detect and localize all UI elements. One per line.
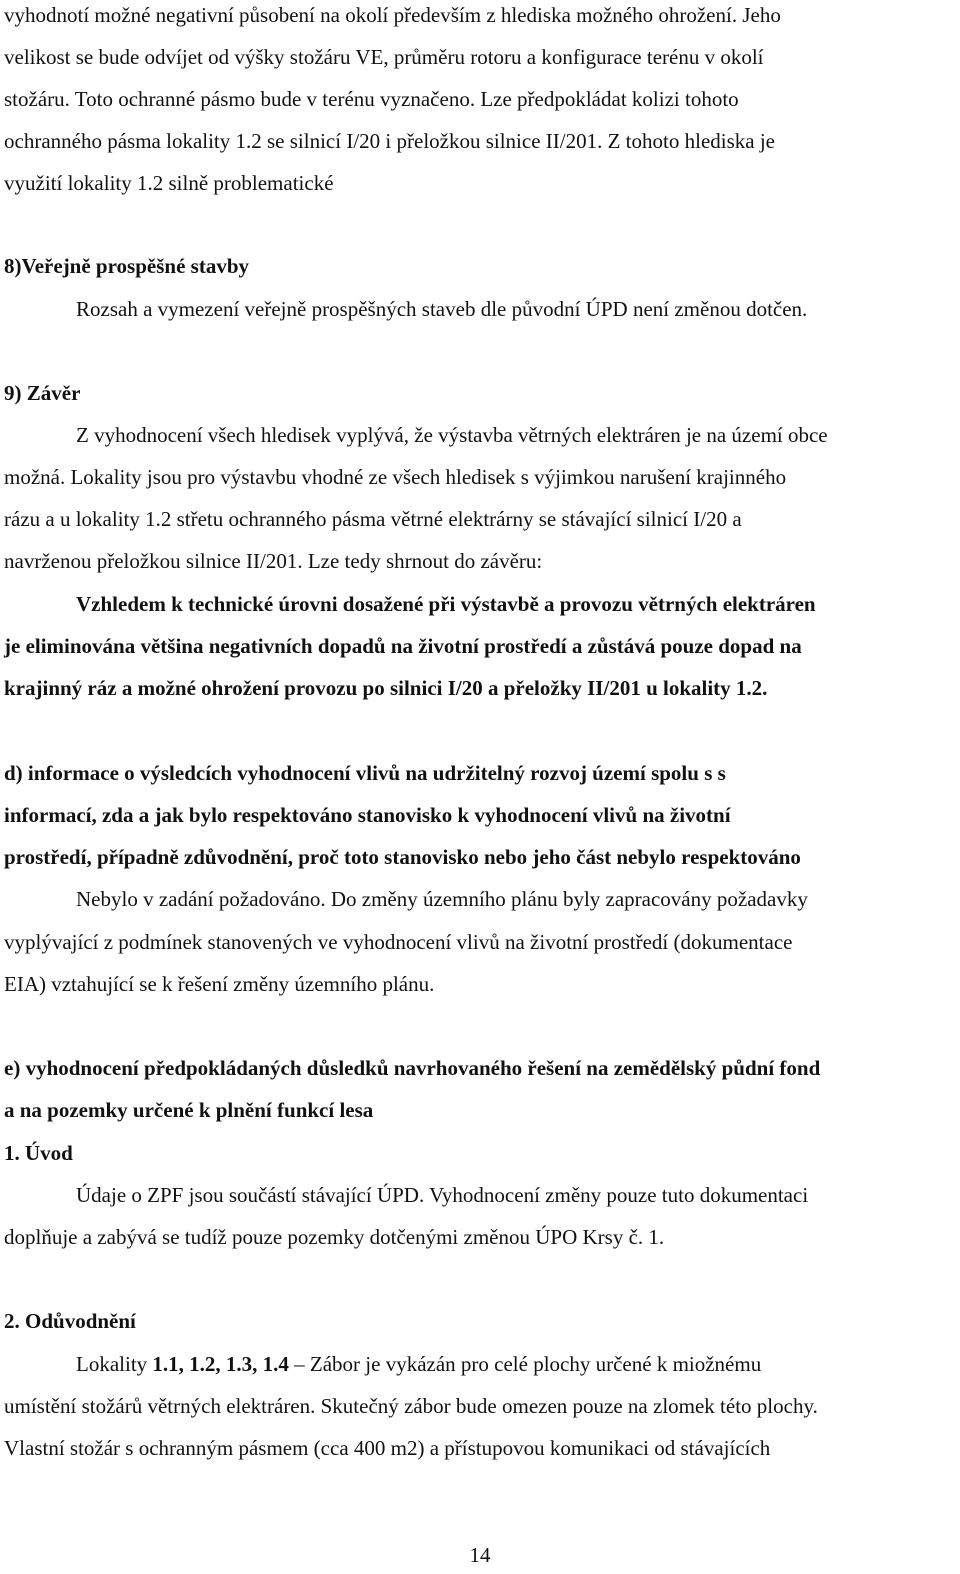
section-e-sub-2-line-1 [76, 1351, 761, 1377]
intro-line-5: využití lokality 1.2 silně problematické [4, 171, 334, 195]
section-9-line-4: navrženou přeložkou silnice II/201. Lze tedy shrnout do závěru: [4, 549, 543, 573]
section-e-heading-line-1: e) vyhodnocení předpokládaných důsledků navrhovaného řešení na zemědělský půdní fond [4, 1056, 821, 1080]
section-e-sub-2-heading: 2. Odůvodnění [4, 1309, 136, 1333]
section-9-conclusion-line-1: Vzhledem k technické úrovni dosažené při výstavbě a provozu větrných elektráren [76, 592, 816, 616]
section-9-heading: 9) Závěr [4, 381, 81, 405]
section-9-line-3: rázu a u lokality 1.2 střetu ochranného pásma větrné elektrárny se stávající silnicí I/20 a [4, 507, 742, 531]
section-d-line-1: Nebylo v zadání požadováno. Do změny územního plánu byly zapracovány požadavky [76, 887, 808, 911]
section-e-sub-1-line-1: Údaje o ZPF jsou součástí stávající ÚPD. Vyhodnocení změny pouze tuto dokumentaci [76, 1183, 809, 1207]
section-d-heading-line-3: prostředí, případně zdůvodnění, proč toto stanovisko nebo jeho část nebylo respektováno [4, 845, 801, 869]
section-d-heading-line-2: informací, zda a jak bylo respektováno stanovisko k vyhodnocení vlivů na životní [4, 803, 731, 827]
intro-line-3: stožáru. Toto ochranné pásmo bude v terénu vyznačeno. Lze předpokládat kolizi tohoto [4, 87, 739, 111]
section-d-line-3: EIA) vztahující se k řešení změny územního plánu. [4, 972, 435, 996]
page-number: 14 [469, 1543, 491, 1567]
lokality-rest: – Zábor je vykázán pro celé plochy určené k miožnému [288, 1352, 762, 1376]
section-d-heading-line-1: d) informace o výsledcích vyhodnocení vlivů na udržitelný rozvoj území spolu s s [4, 761, 726, 785]
section-9-conclusion-line-3: krajinný ráz a možné ohrožení provozu po silnici I/20 a přeložky II/201 u lokality 1.2. [4, 676, 768, 700]
section-8-heading: 8)Veřejně prospěšné stavby [4, 254, 249, 278]
section-e-sub-2-line-2: umístění stožárů větrných elektráren. Skutečný zábor bude omezen pouze na zlomek této plochy. [4, 1394, 818, 1418]
section-e-sub-1-line-2: doplňuje a zabývá se tudíž pouze pozemky dotčenými změnou ÚPO Krsy č. 1. [4, 1225, 665, 1249]
lokality-numbers: 1.1, 1.2, 1.3, 1.4 [152, 1352, 289, 1376]
section-8-body: Rozsah a vymezení veřejně prospěšných staveb dle původní ÚPD není změnou dotčen. [76, 297, 808, 321]
intro-line-2: velikost se bude odvíjet od výšky stožáru VE, průměru rotoru a konfigurace terénu v okolí [4, 45, 764, 69]
section-e-heading-line-2: a na pozemky určené k plnění funkcí lesa [4, 1098, 374, 1122]
section-e-sub-2-line-3: Vlastní stožár s ochranným pásmem (cca 400 m2) a přístupovou komunikaci od stávajících [4, 1436, 771, 1460]
section-e-sub-1-heading: 1. Úvod [4, 1141, 73, 1165]
section-9-line-2: možná. Lokality jsou pro výstavbu vhodné ze všech hledisek s výjimkou narušení krajinného [4, 465, 787, 489]
section-d-line-2: vyplývající z podmínek stanovených ve vyhodnocení vlivů na životní prostředí (dokumentace [4, 930, 793, 954]
section-9-line-1: Z vyhodnocení všech hledisek vyplývá, že výstavba větrných elektráren je na území obce [76, 423, 828, 447]
intro-line-4: ochranného pásma lokality 1.2 se silnicí I/20 i přeložkou silnice II/201. Z tohoto hlediska je [4, 129, 775, 153]
lokality-prefix: Lokality [76, 1352, 153, 1376]
section-9-conclusion-line-2: je eliminována většina negativních dopadů na životní prostředí a zůstává pouze dopad na [4, 634, 802, 658]
intro-line-1: vyhodnotí možné negativní působení na okolí především z hlediska možného ohrožení. Jeho [4, 3, 781, 27]
